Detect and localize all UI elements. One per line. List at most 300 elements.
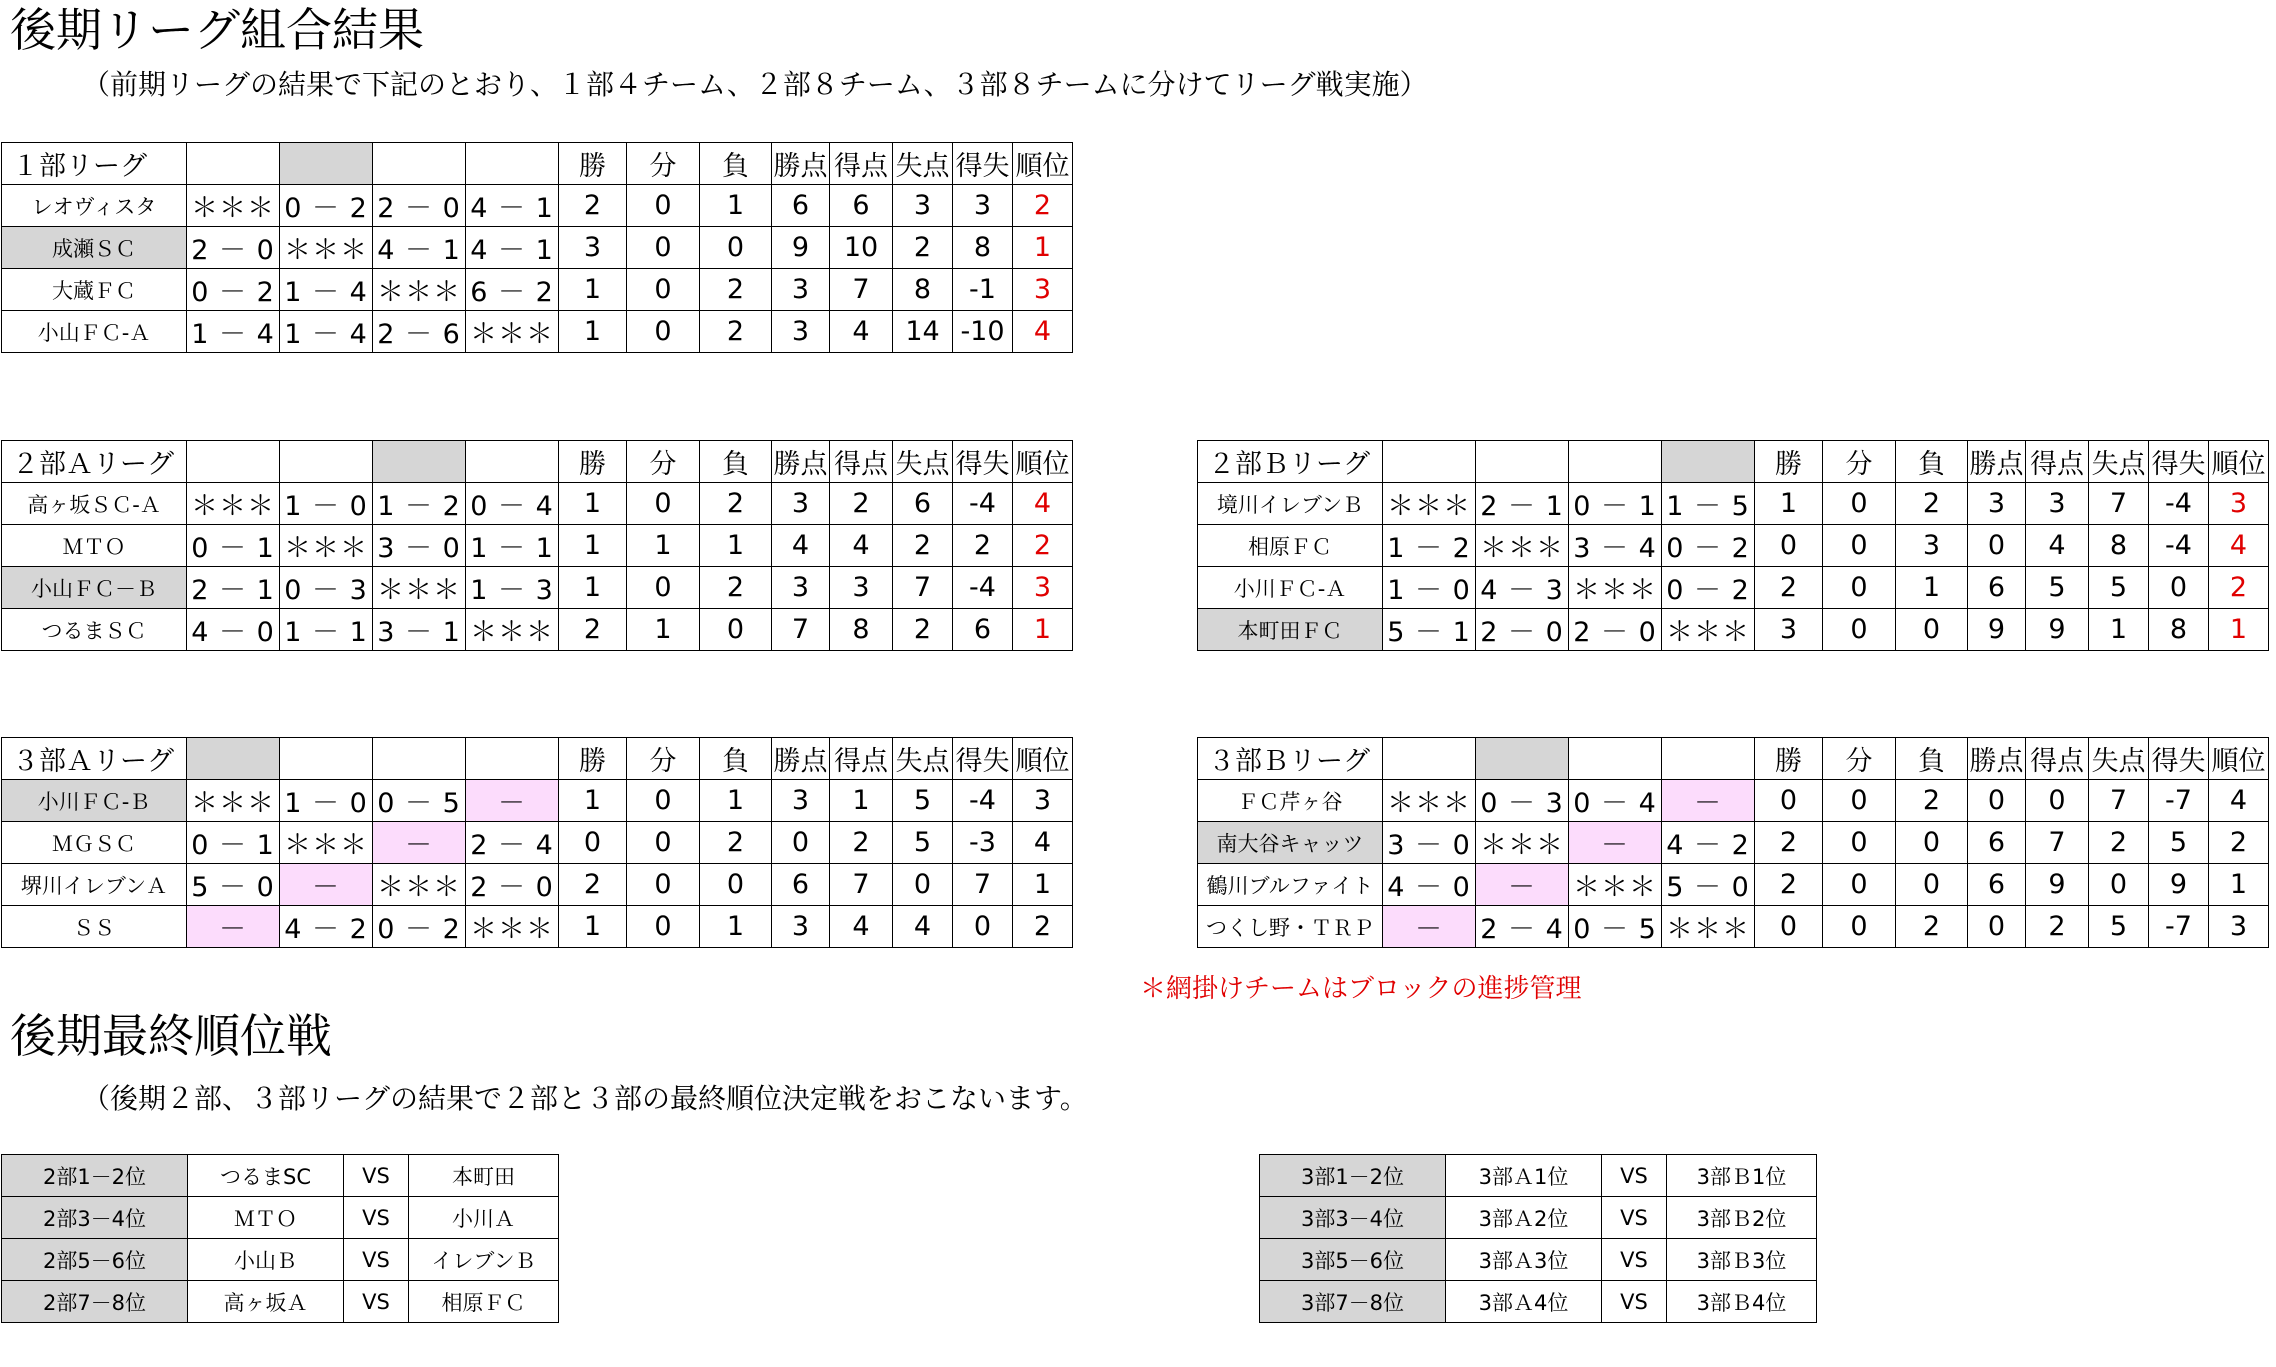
team-row [2,227,1073,269]
stat-header: 勝 [1755,738,1823,780]
rank-cell: 3 [2209,483,2269,525]
team-row [2,864,1073,906]
match-score: ＊＊＊ [187,185,280,227]
match-score: 2 － 0 [466,864,559,906]
match-score: 0 － 2 [1662,567,1755,609]
stat-cell: 2 [700,269,772,311]
final-vs: VS [1602,1239,1667,1281]
stat-cell: 6 [1968,864,2026,906]
match-score: 1 － 5 [1662,483,1755,525]
opponent-header-cell [187,441,280,483]
final-title: 後期最終順位戦 [10,1009,332,1063]
stat-cell: 4 [2026,525,2089,567]
team-name: 小川ＦＣ-Ａ [1198,567,1383,609]
team-row [2,525,1073,567]
final-match-row [2,1239,559,1281]
opponent-header-cell [1569,441,1662,483]
stat-cell: 0 [2149,567,2209,609]
stat-cell: 3 [772,780,830,822]
stat-cell: 0 [627,483,700,525]
league-table-1 [1,142,1073,353]
final-team-a: 3部Ａ2位 [1446,1197,1602,1239]
final-team-a: つるまSC [188,1155,344,1197]
stat-header: 勝点 [1968,738,2026,780]
match-score: 1 － 2 [1383,525,1476,567]
match-score: 3 － 0 [1383,822,1476,864]
match-score: 0 － 2 [280,185,373,227]
stat-cell: 9 [2149,864,2209,906]
stat-header: 順位 [1013,738,1073,780]
stat-cell: 3 [772,483,830,525]
stat-cell: 0 [627,269,700,311]
final-match-row [2,1155,559,1197]
opponent-header-cell [1662,738,1755,780]
stat-header: 分 [627,143,700,185]
stat-cell: 0 [700,227,772,269]
stat-header: 負 [700,738,772,780]
team-name: 本町田ＦＣ [1198,609,1383,651]
match-score: 2 － 0 [1569,609,1662,651]
stat-cell: 2 [700,822,772,864]
stat-cell: -7 [2149,906,2209,948]
stat-cell: 3 [1755,609,1823,651]
team-row [1198,609,2269,651]
stat-cell: 0 [627,185,700,227]
stat-cell: 0 [1823,822,1896,864]
team-name: 小山ＦＣ-Ａ [2,311,187,353]
match-score: 2 － 1 [187,567,280,609]
team-name: ＦＣ芹ヶ谷 [1198,780,1383,822]
team-name: ＭＧＳＣ [2,822,187,864]
team-row [1198,525,2269,567]
team-row [2,822,1073,864]
stat-cell: 0 [1896,864,1968,906]
stat-cell: 7 [772,609,830,651]
opponent-header-cell [373,441,466,483]
stat-cell: 4 [772,525,830,567]
match-score: 1 － 3 [466,567,559,609]
match-score: ＊＊＊ [1662,906,1755,948]
header-row [2,441,1073,483]
stat-header: 分 [1823,738,1896,780]
team-row [2,483,1073,525]
stat-cell: 8 [2149,609,2209,651]
stat-header: 分 [1823,441,1896,483]
stat-header: 得失 [2149,441,2209,483]
stat-header: 分 [627,738,700,780]
stat-cell: 0 [627,567,700,609]
stat-cell: 6 [1968,822,2026,864]
match-score: 0 － 5 [1569,906,1662,948]
stat-header: 勝点 [772,143,830,185]
team-row [2,269,1073,311]
match-score: 0 － 1 [187,525,280,567]
opponent-header-cell [280,738,373,780]
opponent-header-cell [1383,441,1476,483]
stat-cell: 1 [700,906,772,948]
stat-cell: 7 [2026,822,2089,864]
match-score: － [1569,822,1662,864]
stat-cell: 2 [700,311,772,353]
stat-header: 得失 [953,143,1013,185]
stat-cell: 1 [700,780,772,822]
final-vs: VS [1602,1197,1667,1239]
final-match-row [1260,1239,1817,1281]
match-score: 4 － 0 [187,609,280,651]
header-row [1198,738,2269,780]
stat-cell: 0 [893,864,953,906]
stat-cell: 0 [2026,780,2089,822]
final-team-b: 3部Ｂ1位 [1667,1155,1817,1197]
stat-cell: 0 [1823,483,1896,525]
team-name: つくし野・ＴＲＰ [1198,906,1383,948]
stat-header: 順位 [1013,143,1073,185]
stat-cell: 0 [1823,864,1896,906]
match-score: 3 － 0 [373,525,466,567]
final-team-a: 3部Ａ4位 [1446,1281,1602,1323]
match-score: ＊＊＊ [373,269,466,311]
stat-header: 勝点 [772,738,830,780]
stat-header: 得点 [2026,738,2089,780]
match-score: 4 － 1 [373,227,466,269]
opponent-header-cell [373,143,466,185]
stat-cell: 3 [772,311,830,353]
stat-cell: -4 [2149,525,2209,567]
match-score: ＊＊＊ [280,525,373,567]
stat-cell: 4 [893,906,953,948]
match-score: 1 － 0 [1383,567,1476,609]
stat-cell: 4 [830,525,893,567]
opponent-header-cell [1662,441,1755,483]
team-row [2,185,1073,227]
stat-cell: 0 [627,906,700,948]
match-score: 4 － 1 [466,185,559,227]
stat-cell: -4 [953,780,1013,822]
stat-cell: 9 [1968,609,2026,651]
stat-cell: 1 [559,567,627,609]
stat-header: 得点 [830,143,893,185]
final-team-b: 本町田 [409,1155,559,1197]
match-score: － [187,906,280,948]
match-score: ＊＊＊ [1383,483,1476,525]
rank-cell: 1 [2209,609,2269,651]
team-name: 小山ＦＣ－Ｂ [2,567,187,609]
team-name: 高ヶ坂ＳＣ-Ａ [2,483,187,525]
league-table-3a [1,737,1073,948]
final-position-label: 3部1－2位 [1260,1155,1446,1197]
header-row [2,143,1073,185]
stat-cell: 2 [953,525,1013,567]
league-title: １部リーグ [2,143,187,185]
team-row [2,567,1073,609]
match-score: － [280,864,373,906]
match-score: ＊＊＊ [1569,567,1662,609]
final-vs: VS [1602,1281,1667,1323]
stat-cell: 7 [830,269,893,311]
league-title: ２部Ａリーグ [2,441,187,483]
rank-cell: 1 [2209,864,2269,906]
final-position-label: 3部5－6位 [1260,1239,1446,1281]
team-name: ＳＳ [2,906,187,948]
team-name: 小川ＦＣ-Ｂ [2,780,187,822]
stat-cell: 6 [953,609,1013,651]
stat-header: 順位 [2209,738,2269,780]
stat-header: 得点 [2026,441,2089,483]
team-name: 堺川イレブンＡ [2,864,187,906]
team-name: 鶴川ブルファイト [1198,864,1383,906]
match-score: 1 － 4 [280,269,373,311]
stat-cell: 8 [893,269,953,311]
final-team-a: 3部Ａ3位 [1446,1239,1602,1281]
stat-cell: 0 [627,864,700,906]
stat-cell: 0 [1968,780,2026,822]
match-score: 5 － 0 [1662,864,1755,906]
final-team-b: 3部Ｂ2位 [1667,1197,1817,1239]
match-score: ＊＊＊ [373,864,466,906]
stat-cell: 0 [700,609,772,651]
header-row [1198,441,2269,483]
rank-cell: 2 [2209,567,2269,609]
final-position-label: 2部7－8位 [2,1281,188,1323]
stat-cell: 0 [700,864,772,906]
final-team-a: 高ヶ坂Ａ [188,1281,344,1323]
stat-cell: 3 [953,185,1013,227]
stat-header: 負 [1896,441,1968,483]
stat-cell: 2 [1896,780,1968,822]
final-vs: VS [344,1197,409,1239]
match-score: 0 － 4 [466,483,559,525]
stat-cell: 1 [2089,609,2149,651]
stat-cell: 8 [830,609,893,651]
stat-cell: 0 [1968,906,2026,948]
stat-cell: 2 [1755,864,1823,906]
stat-header: 得失 [953,738,1013,780]
stat-header: 失点 [893,143,953,185]
match-score: ＊＊＊ [1476,822,1569,864]
stat-cell: 5 [2089,567,2149,609]
team-row [2,906,1073,948]
stat-cell: 0 [559,822,627,864]
rank-cell: 4 [2209,780,2269,822]
stat-cell: 2 [700,483,772,525]
final-vs: VS [344,1281,409,1323]
stat-cell: 1 [627,525,700,567]
stat-cell: 0 [953,906,1013,948]
stat-header: 得失 [953,441,1013,483]
stat-cell: 1 [700,185,772,227]
final-team-a: 小山Ｂ [188,1239,344,1281]
stat-cell: 3 [772,906,830,948]
opponent-header-cell [466,143,559,185]
rank-cell: 3 [1013,780,1073,822]
final-team-b: 相原ＦＣ [409,1281,559,1323]
finals-table-left [1,1154,559,1323]
rank-cell: 3 [1013,269,1073,311]
stat-cell: 2 [893,525,953,567]
stat-cell: 7 [2089,780,2149,822]
stat-cell: 6 [830,185,893,227]
stat-cell: 0 [772,822,830,864]
stat-cell: 1 [559,269,627,311]
stat-header: 失点 [893,441,953,483]
team-row [1198,567,2269,609]
match-score: 1 － 0 [280,483,373,525]
stat-header: 勝 [559,143,627,185]
stat-cell: 9 [772,227,830,269]
stat-cell: 5 [2026,567,2089,609]
match-score: ＊＊＊ [466,609,559,651]
team-row [2,609,1073,651]
stat-header: 得点 [830,441,893,483]
opponent-header-cell [1383,738,1476,780]
stat-cell: 0 [627,311,700,353]
final-vs: VS [1602,1155,1667,1197]
stat-header: 勝 [1755,441,1823,483]
stat-cell: 8 [2089,525,2149,567]
match-score: ＊＊＊ [1383,780,1476,822]
stat-cell: 2 [830,483,893,525]
match-score: 2 － 4 [1476,906,1569,948]
match-score: 1 － 4 [187,311,280,353]
stat-cell: 3 [772,567,830,609]
stat-cell: 0 [627,227,700,269]
stat-header: 負 [700,441,772,483]
final-position-label: 3部3－4位 [1260,1197,1446,1239]
stat-cell: 5 [2089,906,2149,948]
team-row [1198,906,2269,948]
stat-header: 得点 [830,738,893,780]
match-score: ＊＊＊ [1569,864,1662,906]
stat-cell: 2 [559,185,627,227]
stat-cell: 6 [893,483,953,525]
match-score: 0 － 2 [373,906,466,948]
stat-cell: 2 [1755,822,1823,864]
stat-cell: 0 [627,780,700,822]
rank-cell: 3 [1013,567,1073,609]
stat-cell: 0 [1823,906,1896,948]
league-table-2a [1,440,1073,651]
stat-cell: 2 [1896,483,1968,525]
stat-cell: 9 [2026,609,2089,651]
stat-cell: 1 [559,311,627,353]
match-score: 4 － 1 [466,227,559,269]
league-title: ３部Ｂリーグ [1198,738,1383,780]
rank-cell: 4 [1013,311,1073,353]
team-row [1198,864,2269,906]
rank-cell: 3 [2209,906,2269,948]
match-score: ＊＊＊ [466,311,559,353]
stat-cell: 2 [1755,567,1823,609]
team-row [2,780,1073,822]
final-position-label: 2部1－2位 [2,1155,188,1197]
stat-cell: -3 [953,822,1013,864]
match-score: － [373,822,466,864]
stat-cell: 2 [893,609,953,651]
team-name: 南大谷キャッツ [1198,822,1383,864]
final-subtitle: （後期２部、３部リーグの結果で２部と３部の最終順位決定戦をおこないます。 [82,1082,1088,1115]
rank-cell: 1 [1013,227,1073,269]
stat-cell: 3 [893,185,953,227]
stat-header: 分 [627,441,700,483]
final-vs: VS [344,1155,409,1197]
match-score: － [1662,780,1755,822]
stat-cell: 0 [2089,864,2149,906]
stat-header: 勝点 [772,441,830,483]
stat-header: 負 [700,143,772,185]
stat-cell: 1 [559,525,627,567]
opponent-header-cell [1476,441,1569,483]
stat-cell: 3 [2026,483,2089,525]
team-row [1198,780,2269,822]
stat-header: 得失 [2149,738,2209,780]
final-match-row [1260,1281,1817,1323]
page-title: 後期リーグ組合結果 [10,3,424,57]
stat-cell: 6 [772,864,830,906]
shading-note: ＊網掛けチームはブロックの進捗管理 [1140,974,1582,1004]
final-team-a: ＭＴＯ [188,1197,344,1239]
stat-cell: 2 [830,822,893,864]
match-score: 4 － 2 [280,906,373,948]
stat-cell: -4 [953,567,1013,609]
stat-header: 失点 [893,738,953,780]
stat-cell: 1 [830,780,893,822]
match-score: 3 － 1 [373,609,466,651]
stat-header: 失点 [2089,441,2149,483]
stat-cell: 3 [772,269,830,311]
match-score: 5 － 0 [187,864,280,906]
match-score: 0 － 2 [187,269,280,311]
stat-cell: 2 [893,227,953,269]
stat-cell: 0 [1755,525,1823,567]
stat-cell: 0 [627,822,700,864]
final-match-row [2,1197,559,1239]
stat-cell: 3 [1896,525,1968,567]
stat-cell: 2 [2089,822,2149,864]
match-score: 4 － 0 [1383,864,1476,906]
final-team-b: イレブンＢ [409,1239,559,1281]
match-score: ＊＊＊ [466,906,559,948]
team-name: ＭＴＯ [2,525,187,567]
match-score: 2 － 4 [466,822,559,864]
final-position-label: 2部3－4位 [2,1197,188,1239]
team-name: レオヴィスタ [2,185,187,227]
stat-header: 順位 [1013,441,1073,483]
team-row [1198,822,2269,864]
stat-cell: 2 [2026,906,2089,948]
stat-cell: -4 [953,483,1013,525]
final-match-row [2,1281,559,1323]
stat-cell: 1 [627,609,700,651]
header-row [2,738,1073,780]
stat-cell: 0 [1755,780,1823,822]
team-name: 成瀬ＳＣ [2,227,187,269]
stat-header: 勝点 [1968,441,2026,483]
opponent-header-cell [187,738,280,780]
stat-cell: 1 [559,906,627,948]
rank-cell: 1 [1013,609,1073,651]
stat-cell: 3 [559,227,627,269]
match-score: 6 － 2 [466,269,559,311]
match-score: 1 － 2 [373,483,466,525]
match-score: － [1383,906,1476,948]
final-vs: VS [344,1239,409,1281]
stat-cell: 7 [953,864,1013,906]
stat-cell: 1 [1755,483,1823,525]
stat-cell: 0 [1755,906,1823,948]
team-name: 境川イレブンＢ [1198,483,1383,525]
stat-cell: 2 [559,609,627,651]
stat-header: 負 [1896,738,1968,780]
